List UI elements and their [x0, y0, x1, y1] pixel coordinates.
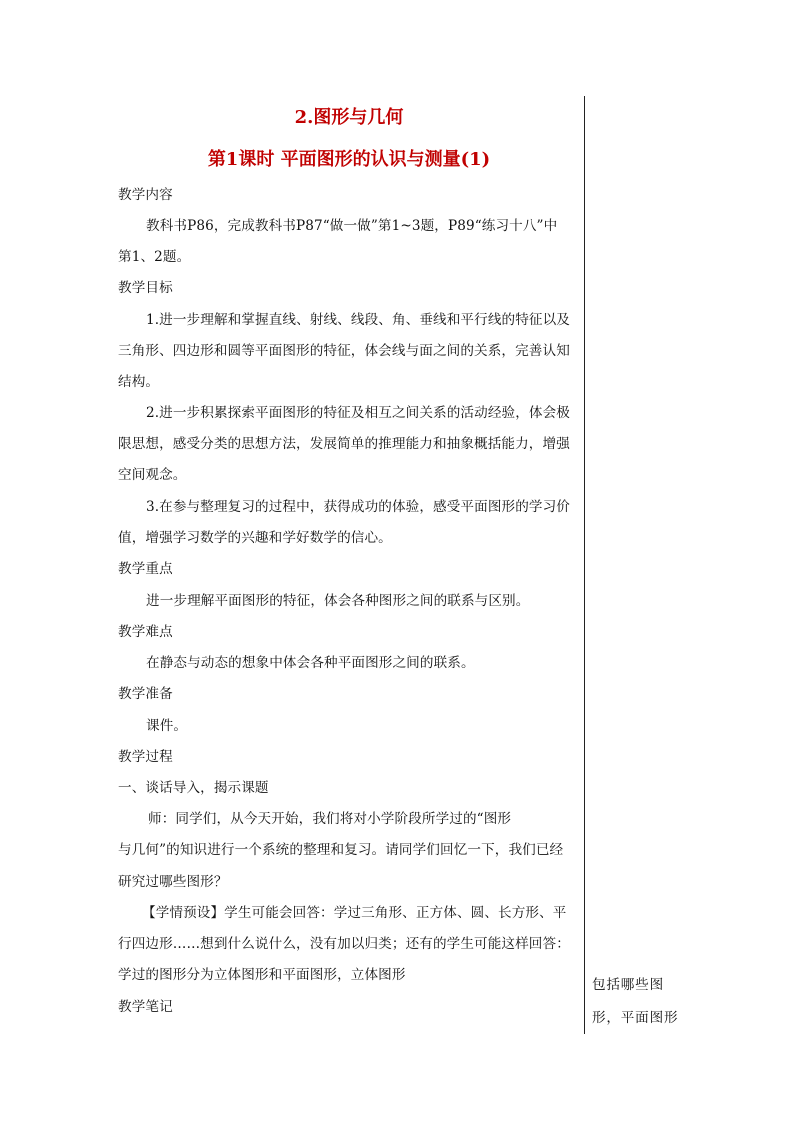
goal1-line-3: 结构。	[118, 374, 160, 390]
difficult-line-1: 在静态与动态的想象中体会各种平面图形之间的联系。	[146, 655, 475, 671]
side-note-line-1: 包括哪些图	[592, 977, 664, 993]
heading-key-points: 教学重点	[118, 561, 173, 577]
heading-goals: 教学目标	[118, 280, 173, 296]
teacher-line-1: 师：同学们，从今天开始，我们将对小学阶段所学过的“图形	[148, 811, 512, 827]
preset-line-2: 行四边形……想到什么说什么，没有加以归类；还有的学生可能这样回答：	[118, 936, 570, 952]
step1-heading: 一、谈话导入，揭示课题	[118, 780, 269, 796]
heading-process: 教学过程	[118, 749, 173, 765]
goal2-line-3: 空间观念。	[118, 467, 187, 483]
goal3-line-1: 3.在参与整理复习的过程中，获得成功的体验，感受平面图形的学习价	[146, 499, 570, 515]
content-line-2: 第1、2题。	[118, 249, 191, 265]
content-line-1: 教科书P86，完成教科书P87“做一做”第1~3题，P89“练习十八”中	[146, 218, 558, 234]
goal2-line-1: 2.进一步积累探索平面图形的特征及相互之间关系的活动经验，体会极	[146, 405, 570, 421]
heading-preparation: 教学准备	[118, 686, 173, 702]
goal2-line-2: 限思想，感受分类的思想方法，发展简单的推理能力和抽象概括能力，增强	[118, 436, 570, 452]
heading-notes: 教学笔记	[118, 999, 173, 1015]
goal1-line-2: 三角形、四边形和圆等平面图形的特征，体会线与面之间的关系，完善认知	[118, 343, 570, 359]
teacher-line-2: 与几何”的知识进行一个系统的整理和复习。请同学们回忆一下，我们已经	[118, 842, 564, 858]
lesson-title: 第1课时 平面图形的认识与测量(1)	[207, 149, 491, 170]
goal3-line-2: 值，增强学习数学的兴趣和学好数学的信心。	[118, 530, 392, 546]
key-line-1: 进一步理解平面图形的特征，体会各种图形之间的联系与区别。	[146, 593, 530, 609]
section-title: 2.图形与几何	[294, 107, 404, 128]
side-note-line-2: 形，平面图形	[592, 1010, 679, 1026]
preset-line-1: 【学情预设】学生可能会回答：学过三角形、正方体、圆、长方形、平	[142, 905, 567, 921]
preparation-line-1: 课件。	[146, 718, 188, 734]
column-divider	[584, 96, 585, 1034]
teacher-line-3: 研究过哪些图形？	[118, 874, 228, 890]
heading-difficult-points: 教学难点	[118, 624, 173, 640]
heading-content: 教学内容	[118, 187, 173, 203]
preset-line-3: 学过的图形分为立体图形和平面图形，立体图形	[118, 967, 406, 983]
goal1-line-1: 1.进一步理解和掌握直线、射线、线段、角、垂线和平行线的特征以及	[146, 312, 570, 328]
